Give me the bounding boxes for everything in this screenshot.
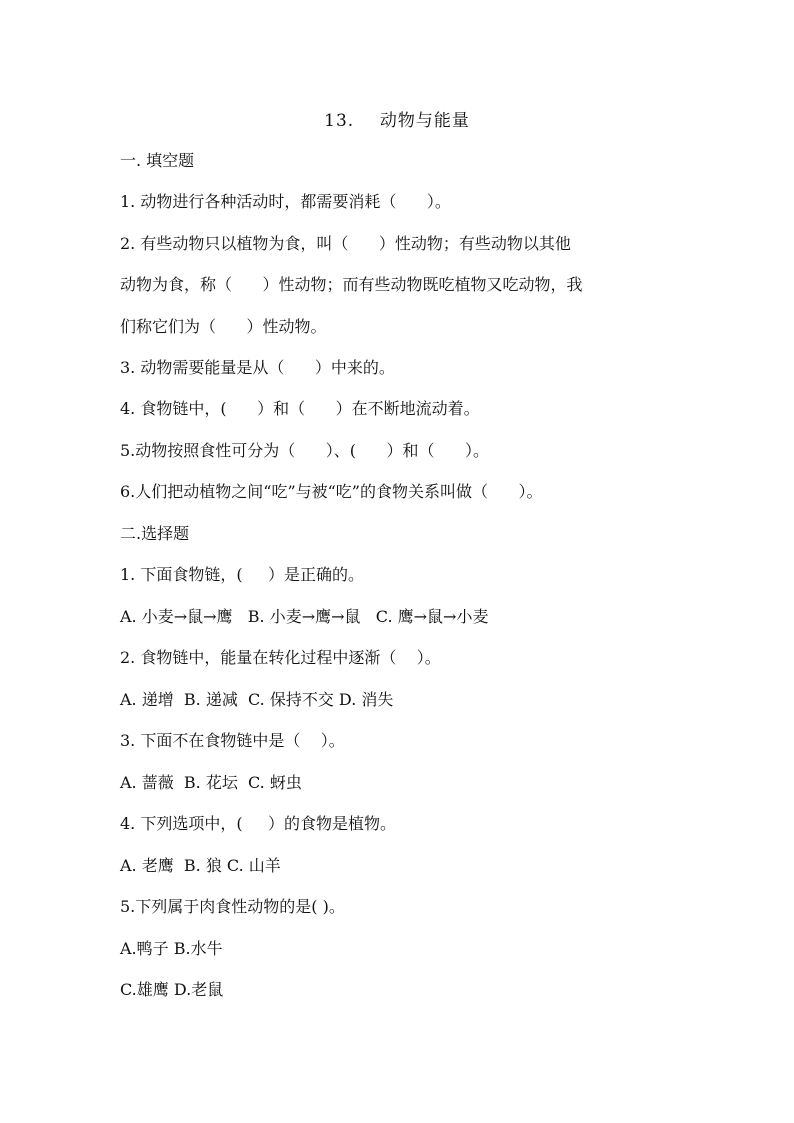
question-line: 6.人们把动植物之间“吃”与被“吃”的食物关系叫做（ ）。 [120, 482, 543, 501]
question-line: 们称它们为（ ）性动物。 [120, 317, 327, 336]
page-title: 13. 动物与能量 [324, 111, 470, 131]
question-line: 2. 食物链中，能量在转化过程中逐渐（ ）。 [120, 648, 441, 667]
question-line: 3. 动物需要能量是从（ ）中来的。 [120, 358, 395, 377]
question-line: 3. 下面不在食物链中是（ ）。 [120, 731, 345, 750]
question-line: 5.下列属于肉食性动物的是( )。 [120, 897, 345, 916]
question-line: 4. 食物链中，( ）和（ ）在不断地流动着。 [120, 399, 480, 418]
section-heading-multiple-choice: 二.选择题 [120, 524, 190, 543]
section-heading-fill-blank: 一. 填空题 [120, 151, 195, 170]
question-line: 1. 动物进行各种活动时，都需要消耗（ ）。 [120, 192, 451, 211]
options-line: A. 递增 B. 递减 C. 保持不交 D. 消失 [120, 690, 394, 709]
question-line: 5.动物按照食性可分为（ ）、( ）和（ ）。 [120, 441, 490, 460]
question-line: 2. 有些动物只以植物为食，叫（ ）性动物；有些动物以其他 [120, 234, 571, 253]
question-line: 1. 下面食物链，( ）是正确的。 [120, 565, 365, 584]
options-line: A. 蔷薇 B. 花坛 C. 蚜虫 [120, 773, 302, 792]
options-line: A. 老鹰 B. 狼 C. 山羊 [120, 856, 281, 875]
options-line: C.雄鹰 D.老鼠 [120, 980, 224, 999]
question-line: 动物为食，称（ ）性动物；而有些动物既吃植物又吃动物，我 [120, 275, 583, 294]
options-line: A. 小麦→鼠→鹰 B. 小麦→鹰→鼠 C. 鹰→鼠→小麦 [120, 607, 489, 626]
options-line: A.鸭子 B.水牛 [120, 939, 223, 958]
question-line: 4. 下列选项中，( ）的食物是植物。 [120, 814, 397, 833]
